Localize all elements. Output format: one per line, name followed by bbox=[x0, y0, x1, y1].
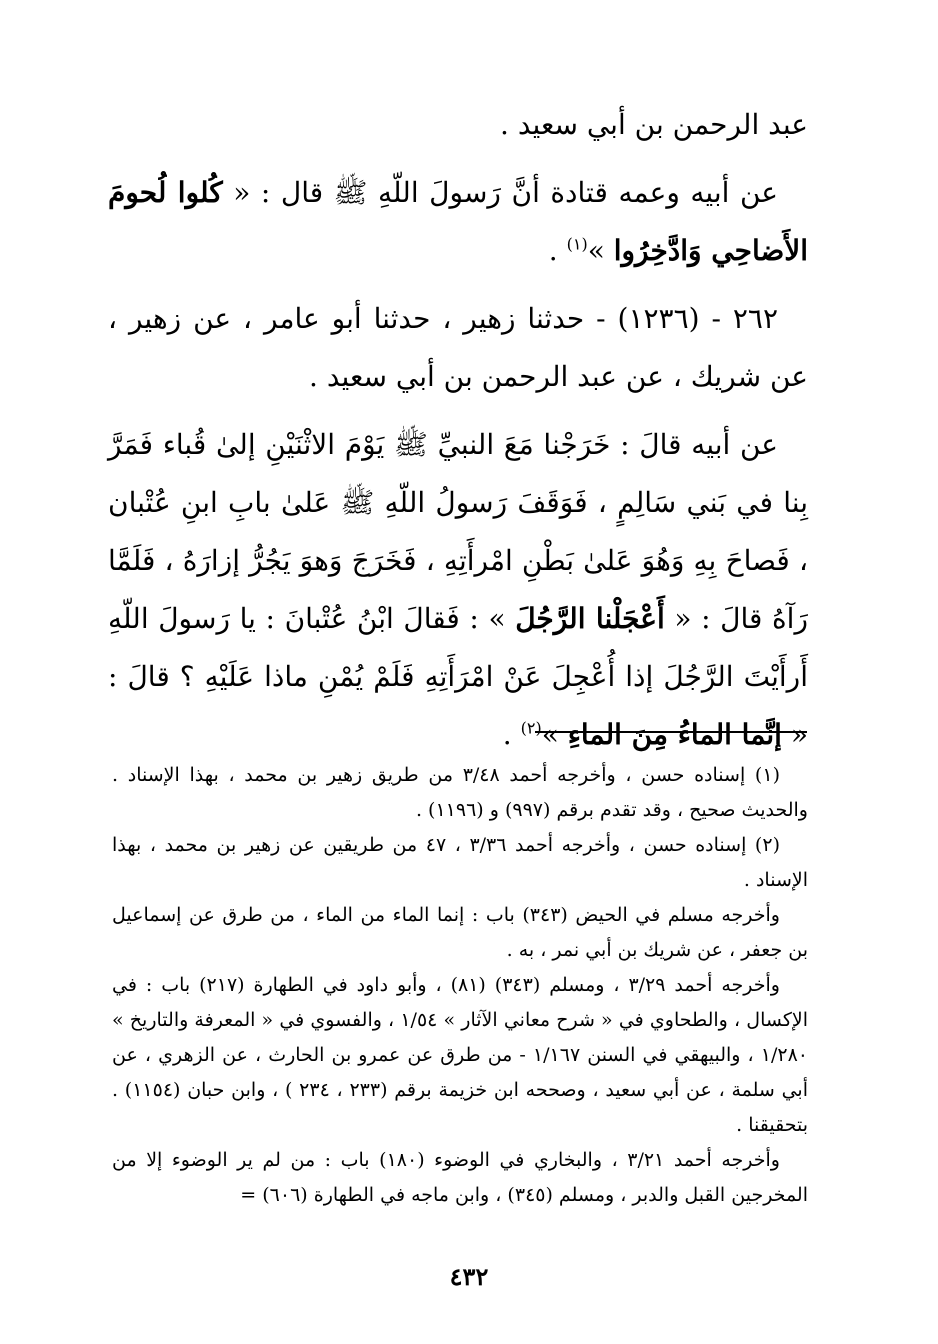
footnote-2: (٢) إسناده حسن ، وأخرجه أحمد ٣/٣٦ ، ٤٧ من طريقين عن زهير بن محمد ، بهذا الإسناد . bbox=[112, 834, 808, 891]
quote-close: » bbox=[587, 234, 614, 267]
prophet-saying: إنَّما الماءُ مِنَ الماءِ bbox=[567, 718, 782, 751]
main-text bbox=[108, 96, 808, 764]
hadith-heading: ٢٦٢ - (١٢٣٦) - حدثنا زهير ، حدثنا أبو عامر ، عن زهير ، عن شريك ، عن عبد الرحمن بن أبي سعيد . bbox=[108, 302, 808, 393]
footnote-2-continued: وأخرجه أحمد ٣/٢١ ، والبخاري في الوضوء (١٨٠) باب : من لم ير الوضوء إلا من المخرجين القبل والدبر ، ومسلم (٣٤٥) ، وابن ماجه في الطهارة (٦٠٦) = bbox=[112, 1149, 808, 1206]
text-line-continuation: عبد الرحمن بن أبي سعيد . bbox=[500, 108, 808, 141]
footnote-2-continued: وأخرجه أحمد ٣/٢٩ ، ومسلم (٣٤٣) (٨١) ، وأبو داود في الطهارة (٢١٧) باب : في الإكسال ، والطحاوي في « شرح معاني الآثار » ١/٥٤ ، والفسوي في « المعرفة والتاريخ » ١/٢٨٠ ، والبيهقي في السنن ١/١٦٧ - من طرق عن عمرو بن الحارث ، عن الزهري ، عن أبي سلمة ، عن أبي سعيد ، وصححه ابن خزيمة برقم (٢٣٣ ، ٢٣٤ ) ، وابن حبان (١١٥٤) . بتحقيقنا . bbox=[112, 974, 808, 1136]
page-number: ٤٣٢ bbox=[449, 1262, 489, 1291]
prophet-saying: كُلوا لُحومَ الأَضاحِي وَادَّخِرُوا bbox=[108, 176, 808, 267]
sentence-end: . bbox=[548, 234, 567, 267]
footnote-ref-2[interactable]: (٢) bbox=[520, 718, 542, 738]
footnote-ref-1[interactable]: (١) bbox=[566, 234, 588, 254]
hadith-paragraph-1 bbox=[108, 164, 808, 280]
footnotes bbox=[112, 758, 808, 1213]
quote-close: » bbox=[541, 718, 568, 751]
prophet-saying: أَعْجَلْنا الرَّجُلَ bbox=[515, 602, 665, 635]
footnote-1: (١) إسناده حسن ، وأخرجه أحمد ٣/٤٨ من طريق زهير بن محمد ، بهذا الإسناد . والحديث صحيح ، وقد تقدم برقم (٩٩٧) و (١١٩٦) . bbox=[112, 764, 808, 821]
hadith-text: عن أبيه قالَ : خَرَجْنا مَعَ النبيِّ ﷺ يَوْمَ الاثْنَيْنِ إلىٰ قُباء فَمَرَّ بِنا في بَني سَالِمٍ ، فَوَقَفَ رَسولُ اللّهِ ﷺ عَلىٰ بابِ ابنِ عُتْبان ، فَصاحَ بِهِ وَهُوَ عَلىٰ بَطْنِ امْرأَتِهِ ، فَخَرَجَ وَهوَ يَجُرُّ إزارَهُ ، فَلَمَّا رَآهُ قالَ : « bbox=[108, 428, 808, 635]
footnote-2-continued: وأخرجه مسلم في الحيض (٣٤٣) باب : إنما الماء من الماء ، من طرق عن إسماعيل بن جعفر ، عن شريك بن أبي نمر ، به . bbox=[112, 904, 808, 961]
footnote-separator bbox=[535, 731, 807, 733]
hadith-paragraph-2 bbox=[108, 416, 808, 764]
hadith-text: عن أبيه وعمه قتادة أنَّ رَسولَ اللّهِ ﷺ قال : « bbox=[222, 176, 779, 209]
hadith-text: » : فَقالَ ابْنُ عُتْبانَ : يا رَسولَ اللّهِ أَرأَيْتَ الرَّجُلَ إذا أُعْجِلَ عَنْ امْرَأَتِهِ فَلَمْ يُمْنِ ماذا عَلَيْهِ ؟ قالَ : « bbox=[108, 602, 808, 751]
sentence-end: . bbox=[502, 718, 521, 751]
